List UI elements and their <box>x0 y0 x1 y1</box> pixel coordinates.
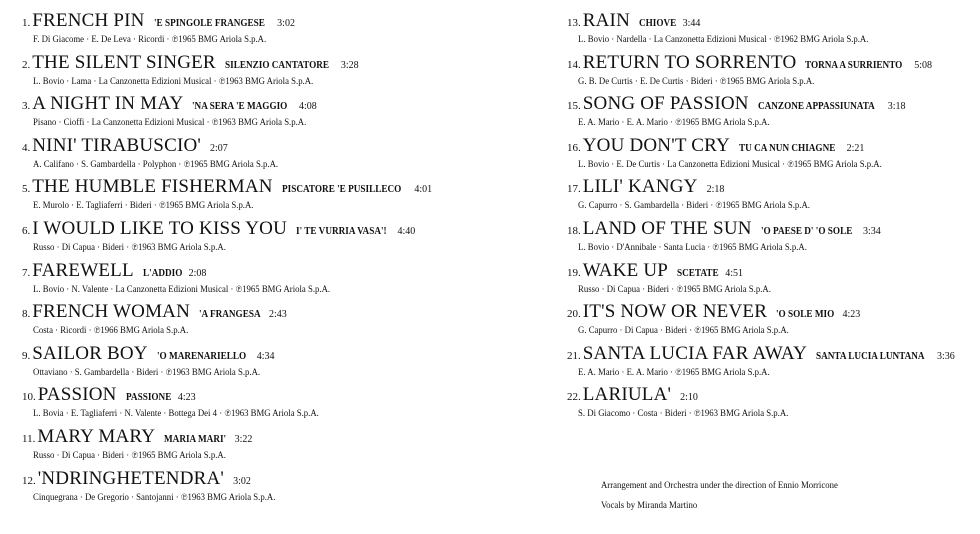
liner-footer <box>601 481 838 521</box>
track-number: 16. <box>567 141 581 154</box>
track-italian-title: L'ADDIO <box>142 267 183 279</box>
track-italian-title: MARIA MARI' <box>164 433 227 445</box>
track-duration: 2:07 <box>210 142 228 154</box>
track-italian-title: I' TE VURRIA VASA'! <box>296 225 387 237</box>
track-italian-title: TORNA A SURRIENTO <box>805 59 903 71</box>
track-credits: Russo · Di Capua · Bideri · ℗1963 BMG Ariola S.p.A. <box>33 242 226 253</box>
track-title: I WOULD LIKE TO KISS YOU <box>32 217 288 239</box>
track-title: FRENCH PIN <box>32 10 145 31</box>
track-heading <box>22 93 542 115</box>
track-entry <box>567 260 977 302</box>
track-entry <box>22 468 542 510</box>
track-heading <box>22 218 542 240</box>
track-duration: 3:34 <box>862 225 881 237</box>
track-credits: S. Di Giacomo · Costa · Bideri · ℗1963 BMG Ariola S.p.A. <box>578 409 789 420</box>
track-duration: 3:36 <box>936 350 955 362</box>
track-credits: Ottaviano · S. Gambardella · Bideri · ℗1963 BMG Ariola S.p.A. <box>33 367 261 378</box>
track-entry <box>567 93 977 135</box>
track-credits: L. Bovia · E. Tagliaferri · N. Valente · Bottega Dei 4 · ℗1963 BMG Ariola S.p.A. <box>33 409 319 420</box>
track-title: SONG OF PASSION <box>582 93 749 115</box>
track-italian-title: 'A FRANGESA <box>199 309 261 321</box>
track-title: THE SILENT SINGER <box>32 51 216 73</box>
track-title: FAREWELL <box>32 259 134 281</box>
track-number: 21. <box>567 349 581 362</box>
track-heading <box>22 426 542 448</box>
track-italian-title: CANZONE APPASSIUNATA <box>757 101 875 113</box>
track-heading <box>567 93 977 115</box>
tracklist-left <box>22 10 542 509</box>
track-heading <box>567 260 977 282</box>
track-title: YOU DON'T CRY <box>582 134 730 156</box>
track-number: 5. <box>22 183 31 196</box>
track-number: 15. <box>567 100 581 113</box>
track-entry <box>567 10 977 52</box>
track-credits: E. A. Mario · E. A. Mario · ℗1965 BMG Ariola S.p.A. <box>578 118 770 129</box>
track-number: 10. <box>22 391 36 404</box>
track-title: MARY MARY <box>37 425 156 447</box>
track-italian-title: 'O MARENARIELLO <box>156 350 246 362</box>
track-title: 'NDRINGHETENDRA' <box>37 467 225 489</box>
track-entry <box>567 176 977 218</box>
track-duration: 2:18 <box>706 184 725 196</box>
track-credits: E. Murolo · E. Tagliaferri · Bideri · ℗1965 BMG Ariola S.p.A. <box>33 201 254 212</box>
track-number: 19. <box>567 266 581 279</box>
track-number: 3. <box>22 100 31 113</box>
track-title: SAILOR BOY <box>32 342 148 364</box>
track-duration: 3:02 <box>277 18 295 29</box>
track-italian-title: SILENZIO CANTATORE <box>224 59 329 71</box>
track-heading <box>567 176 977 198</box>
track-number: 22. <box>567 391 581 404</box>
track-credits: A. Califano · S. Gambardella · Polyphon · ℗1965 BMG Ariola S.p.A. <box>33 159 279 170</box>
track-number: 4. <box>22 141 31 154</box>
track-credits: E. A. Mario · E. A. Mario · ℗1965 BMG Ariola S.p.A. <box>578 367 770 378</box>
track-entry <box>22 10 542 52</box>
track-heading <box>22 468 542 490</box>
track-duration: 2:08 <box>188 267 207 279</box>
track-credits: L. Bovio · Lama · La Canzonetta Edizioni Musical · ℗1963 BMG Ariola S.p.A. <box>33 76 314 87</box>
track-entry <box>567 301 977 343</box>
track-entry <box>22 135 542 177</box>
track-heading <box>22 384 542 406</box>
track-entry <box>567 135 977 177</box>
track-italian-title: PISCATORE 'E PUSILLECO <box>281 184 402 196</box>
track-credits: G. Capurro · Di Capua · Bideri · ℗1965 BMG Ariola S.p.A. <box>578 326 789 337</box>
track-heading <box>567 10 977 32</box>
track-entry <box>22 301 542 343</box>
track-duration: 4:40 <box>397 225 416 237</box>
track-duration: 3:02 <box>233 475 251 487</box>
track-italian-title: 'O PAESE D' 'O SOLE <box>760 225 853 237</box>
track-entry <box>22 260 542 302</box>
track-heading <box>567 52 977 74</box>
track-heading <box>22 52 542 74</box>
track-title: LARIULA' <box>582 384 672 406</box>
track-title: RAIN <box>582 10 630 31</box>
track-italian-title: 'E SPINGOLE FRANGESE <box>153 18 265 29</box>
track-title: LAND OF THE SUN <box>582 217 752 239</box>
track-title: NINI' TIRABUSCIO' <box>32 134 202 156</box>
track-heading <box>22 260 542 282</box>
track-number: 6. <box>22 224 31 237</box>
track-title: FRENCH WOMAN <box>32 301 191 323</box>
track-credits: L. Bovio · D'Annibale · Santa Lucia · ℗1965 BMG Ariola S.p.A. <box>578 242 807 253</box>
track-credits: Costa · Ricordi · ℗1966 BMG Ariola S.p.A. <box>33 326 189 337</box>
track-title: SANTA LUCIA FAR AWAY <box>582 342 807 364</box>
track-duration: 3:22 <box>234 433 253 445</box>
track-duration: 2:10 <box>680 392 698 404</box>
track-heading <box>22 135 542 157</box>
track-italian-title: SANTA LUCIA LUNTANA <box>816 350 925 362</box>
track-italian-title: TU CA NUN CHIAGNE <box>738 142 836 154</box>
track-title: IT'S NOW OR NEVER <box>582 301 768 323</box>
track-italian-title: 'O SOLE MIO <box>776 309 835 321</box>
track-duration: 3:44 <box>682 18 701 29</box>
track-duration: 2:43 <box>268 309 287 321</box>
track-duration: 4:23 <box>842 309 861 321</box>
track-title: A NIGHT IN MAY <box>32 93 184 115</box>
arrangement-credit: Arrangement and Orchestra under the direction of Ennio Morricone <box>601 481 838 491</box>
track-credits: G. Capurro · S. Gambardella · Bideri · ℗1965 BMG Ariola S.p.A. <box>578 201 810 212</box>
track-duration: 4:01 <box>414 184 433 196</box>
track-italian-title: PASSIONE <box>125 392 171 404</box>
track-duration: 3:18 <box>887 101 906 113</box>
track-number: 17. <box>567 183 581 196</box>
track-credits: Russo · Di Capua · Bideri · ℗1965 BMG Ariola S.p.A. <box>33 450 226 461</box>
track-credits: F. Di Giacome · E. De Leva · Ricordi · ℗1965 BMG Ariola S.p.A. <box>33 35 267 45</box>
track-number: 9. <box>22 349 31 362</box>
track-italian-title: CHIOVE <box>639 18 677 29</box>
track-heading <box>567 301 977 323</box>
track-entry <box>567 52 977 94</box>
track-title: RETURN TO SORRENTO <box>582 51 797 73</box>
track-heading <box>22 343 542 365</box>
track-italian-title: 'NA SERA 'E MAGGIO <box>192 101 288 113</box>
track-heading <box>567 343 977 365</box>
track-heading <box>22 301 542 323</box>
track-duration: 4:51 <box>725 267 744 279</box>
vocals-credit: Vocals by Miranda Martino <box>601 501 698 511</box>
track-number: 8. <box>22 308 31 321</box>
track-number: 14. <box>567 58 581 71</box>
track-heading <box>567 384 977 406</box>
track-credits: G. B. De Curtis · E. De Curtis · Bideri · ℗1965 BMG Ariola S.p.A. <box>578 76 815 87</box>
track-number: 1. <box>22 17 31 29</box>
track-credits: Cinquegrana · De Gregorio · Santojanni · ℗1963 BMG Ariola S.p.A. <box>33 492 276 503</box>
track-entry <box>22 218 542 260</box>
track-duration: 3:28 <box>340 59 359 71</box>
track-number: 12. <box>22 474 36 487</box>
track-credits: L. Bovio · E. De Curtis · La Canzonetta Edizioni Musical · ℗1965 BMG Ariola S.p.A. <box>578 159 882 170</box>
track-number: 11. <box>22 432 36 445</box>
tracklist-right <box>567 10 977 426</box>
track-entry <box>22 343 542 385</box>
track-title: WAKE UP <box>582 259 669 281</box>
track-italian-title: SCETATE <box>677 267 719 279</box>
track-entry <box>22 384 542 426</box>
track-entry <box>567 384 977 426</box>
track-duration: 2:21 <box>846 142 865 154</box>
track-number: 20. <box>567 308 581 321</box>
track-credits: Russo · Di Capua · Bideri · ℗1965 BMG Ariola S.p.A. <box>578 284 771 295</box>
track-title: LILI' KANGY <box>582 176 698 198</box>
track-number: 13. <box>567 17 581 29</box>
track-heading <box>22 176 542 198</box>
track-entry <box>22 93 542 135</box>
track-heading <box>567 218 977 240</box>
track-entry <box>22 426 542 468</box>
track-number: 18. <box>567 224 581 237</box>
track-entry <box>567 343 977 385</box>
track-duration: 4:34 <box>256 350 275 362</box>
track-number: 7. <box>22 266 31 279</box>
track-duration: 4:23 <box>177 392 196 404</box>
track-duration: 4:08 <box>299 101 317 113</box>
track-entry <box>567 218 977 260</box>
track-credits: L. Bovio · Nardella · La Canzonetta Edizioni Musical · ℗1962 BMG Ariola S.p.A. <box>578 35 869 45</box>
track-title: PASSION <box>37 384 117 406</box>
track-credits: L. Bovio · N. Valente · La Canzonetta Edizioni Musical · ℗1965 BMG Ariola S.p.A. <box>33 284 331 295</box>
track-number: 2. <box>22 58 31 71</box>
track-entry <box>22 52 542 94</box>
track-title: THE HUMBLE FISHERMAN <box>32 176 273 198</box>
track-heading <box>22 10 542 32</box>
track-credits: Pisano · Cioffi · La Canzonetta Edizioni Musical · ℗1963 BMG Ariola S.p.A. <box>33 118 307 129</box>
track-duration: 5:08 <box>914 59 932 71</box>
track-entry <box>22 176 542 218</box>
track-heading <box>567 135 977 157</box>
